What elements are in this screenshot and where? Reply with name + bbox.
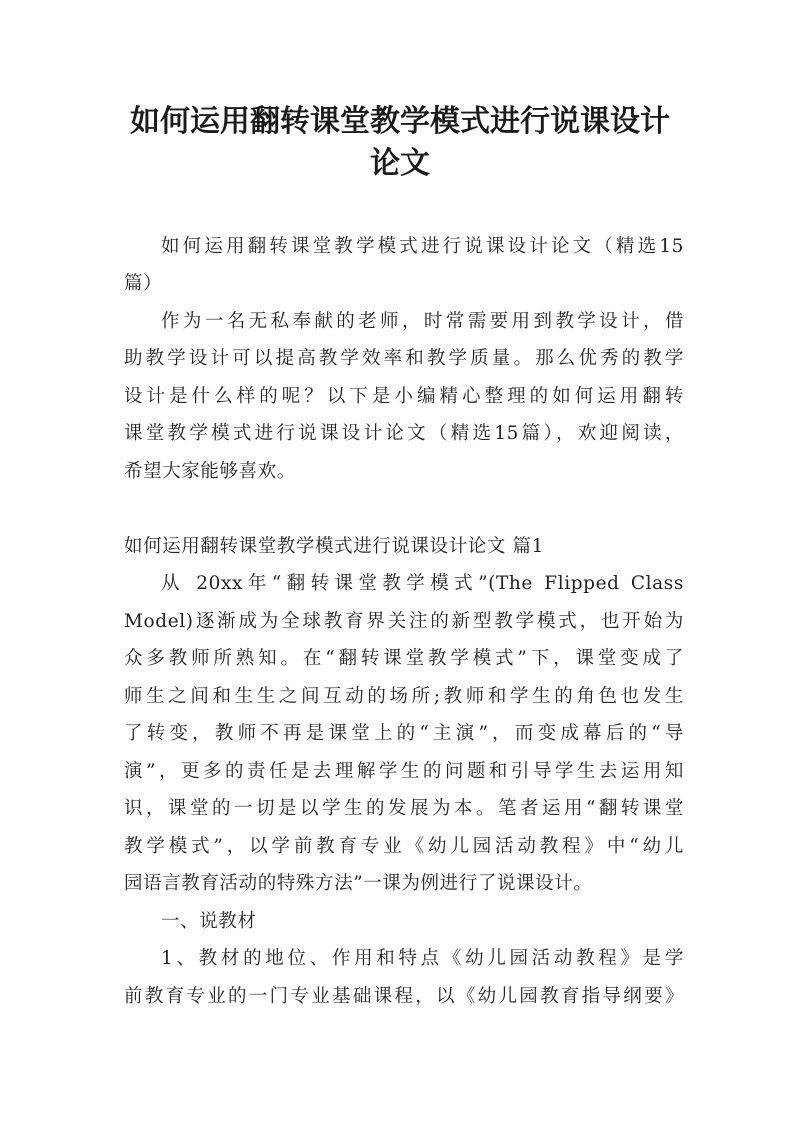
paragraph-line-6: 演”，更多的责任是去理解学生的问题和引导学生去运用知 [124,761,684,782]
preface-line-4: 课堂教学模式进行说课设计论文（精选15篇），欢迎阅读， [124,423,684,444]
section-heading: 如何运用翻转课堂教学模式进行说课设计论文 篇1 [124,536,544,557]
preface-line-5: 希望大家能够喜欢。 [124,461,296,482]
intro-line-2: 篇） [124,273,163,294]
preface-line-3: 设计是什么样的呢？以下是小编精心整理的如何运用翻转 [124,386,684,407]
material-line-1: 1、教材的地位、作用和特点《幼儿园活动教程》是学 [161,948,684,969]
paragraph-line-9: 园语言教育活动的特殊方法”一课为例进行了说课设计。 [124,873,593,894]
paragraph-line-3: 众多教师所熟知。在“翻转课堂教学模式”下，课堂变成了 [124,648,684,669]
paragraph-line-7: 识，课堂的一切是以学生的发展为本。笔者运用“翻转课堂 [124,798,684,819]
intro-line-1: 如何运用翻转课堂教学模式进行说课设计论文（精选15 [161,236,684,257]
document-title-line-2: 论文 [370,146,430,181]
paragraph-line-1: 从 20xx年“翻转课堂教学模式”(The Flipped Class [161,573,684,594]
paragraph-line-2: Model)逐渐成为全球教育界关注的新型教学模式，也开始为 [124,611,684,632]
paragraph-line-5: 了转变，教师不再是课堂上的“主演”，而变成幕后的“导 [124,723,684,744]
preface-line-2: 助教学设计可以提高教学效率和教学质量。那么优秀的教学 [124,348,684,369]
paragraph-line-4: 师生之间和生生之间互动的场所;教师和学生的角色也发生 [124,686,684,707]
document-title-line-1: 如何运用翻转课堂教学模式进行说课设计 [130,104,670,139]
paragraph-line-8: 教学模式”，以学前教育专业《幼儿园活动教程》中“幼儿 [124,836,684,857]
preface-line-1: 作为一名无私奉献的老师，时常需要用到教学设计，借 [161,311,684,332]
material-line-2: 前教育专业的一门专业基础课程，以《幼儿园教育指导纲要》 [124,986,684,1007]
subheading-teaching-material: 一、说教材 [161,911,257,932]
